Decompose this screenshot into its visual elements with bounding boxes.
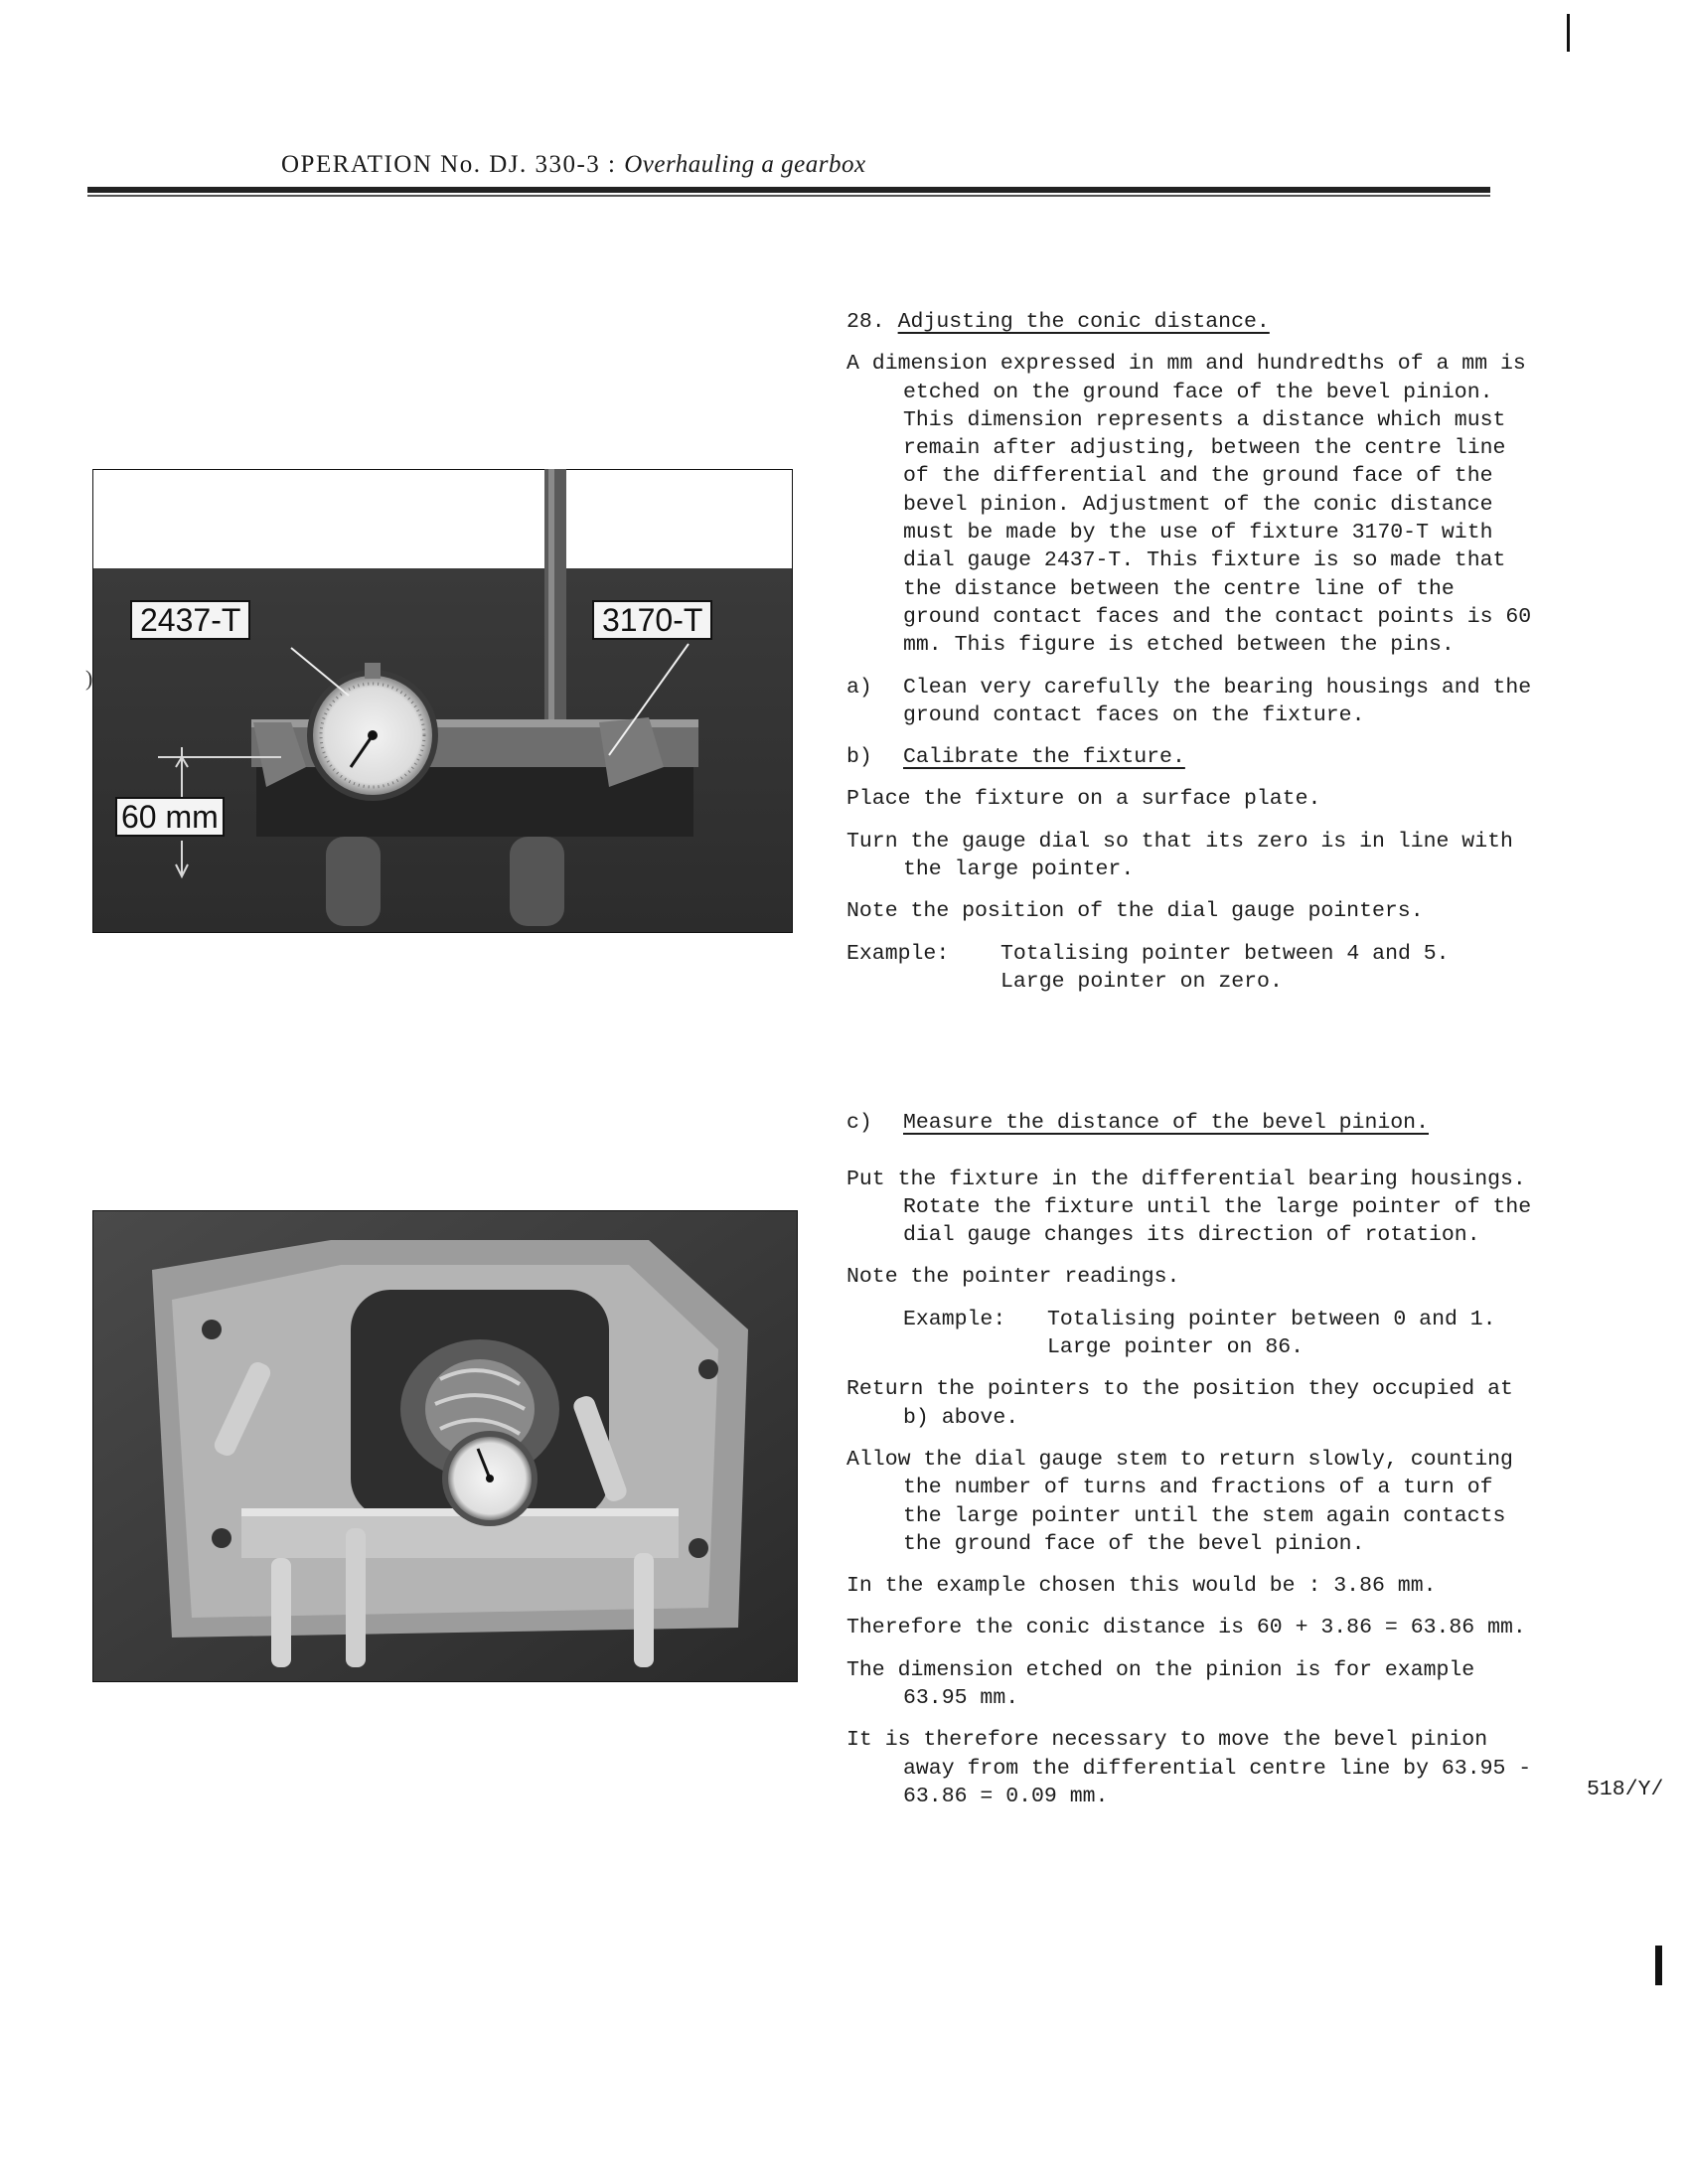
- example-1: [846, 940, 1542, 997]
- example-1-line-2: Large pointer on zero.: [1000, 969, 1283, 994]
- spacer: [846, 1010, 1542, 1109]
- turn-paragraph: Turn the gauge dial so that its zero is in line with the large pointer.: [846, 829, 1513, 882]
- step-b-text: Calibrate the fixture.: [903, 745, 1185, 770]
- place-paragraph: Place the fixture on a surface plate.: [846, 787, 1321, 812]
- step-c: [846, 1109, 1542, 1137]
- fixture-photo: [92, 469, 793, 933]
- example-1-key: Example:: [846, 941, 950, 966]
- header-rule: [87, 187, 1490, 193]
- step-c-label: c): [846, 1111, 872, 1136]
- section-heading: [846, 308, 1542, 336]
- gearbox-photo: [92, 1210, 798, 1682]
- margin-mark-bottom: [1655, 1946, 1662, 1985]
- intro-paragraph: A dimension expressed in mm and hundredths of a mm is etched on the ground face of the bevel pinion. This dimension represents a distance which must remain after adjusting, between the centre line of the differential and the ground face of the bevel pinion. Adjustment of the conic distance must be made by the use of fixture 3170-T with dial gauge 2437-T. This fixture is so made that the distance between the centre line of the ground contact faces and the contact points is 60 mm. This figure is etched between the pins.: [846, 352, 1532, 658]
- example-2: [846, 1306, 1542, 1362]
- instructions-text: [846, 308, 1542, 1824]
- operation-title: Overhauling a gearbox: [624, 151, 866, 178]
- callout-fixture: 3170-T: [592, 600, 712, 640]
- note-paragraph-1: Note the position of the dial gauge pointers.: [846, 899, 1424, 924]
- return-paragraph: Return the pointers to the position they occupied at b) above.: [846, 1377, 1513, 1430]
- step-b: [846, 743, 1542, 771]
- operation-number: OPERATION No. DJ. 330-3 :: [281, 151, 617, 178]
- step-b-label: b): [846, 745, 872, 770]
- example-2-key: Example:: [903, 1307, 1006, 1331]
- page-header: [281, 151, 866, 179]
- step-a: [846, 674, 1542, 730]
- example-2-line-1: Totalising pointer between 0 and 1.: [1047, 1307, 1496, 1331]
- section-number: 28.: [846, 310, 885, 334]
- example-2-line-2: Large pointer on 86.: [1047, 1335, 1305, 1360]
- step-a-label: a): [846, 675, 872, 700]
- gearbox-photo-image: [92, 1210, 798, 1682]
- page-reference: 518/Y/: [1587, 1778, 1664, 1801]
- therefore-paragraph: Therefore the conic distance is 60 + 3.86 = 63.86 mm.: [846, 1616, 1526, 1640]
- note-paragraph-2: Note the pointer readings.: [846, 1265, 1180, 1290]
- callout-distance: 60 mm: [115, 797, 225, 837]
- step-a-text: Clean very carefully the bearing housings and the ground contact faces on the fixture.: [903, 675, 1532, 727]
- margin-bracket: ): [85, 666, 93, 691]
- callout-dial-gauge: 2437-T: [130, 600, 250, 640]
- example-1-line-1: Totalising pointer between 4 and 5.: [1000, 941, 1450, 966]
- section-title: Adjusting the conic distance.: [897, 310, 1270, 334]
- in-example-paragraph: In the example chosen this would be : 3.86 mm.: [846, 1574, 1437, 1599]
- margin-mark-top: [1567, 14, 1570, 52]
- necessary-paragraph: It is therefore necessary to move the bevel pinion away from the differential centre line by 63.95 - 63.86 = 0.09 mm.: [846, 1728, 1532, 1808]
- etched-paragraph: The dimension etched on the pinion is for example 63.95 mm.: [846, 1657, 1475, 1710]
- put-paragraph: Put the fixture in the differential bearing housings. Rotate the fixture until the large pointer of the dial gauge changes its direction of rotation.: [846, 1167, 1532, 1248]
- allow-paragraph: Allow the dial gauge stem to return slowly, counting the number of turns and fractions of a turn of the large pointer until the stem again contacts the ground face of the bevel pinion.: [846, 1447, 1513, 1556]
- fixture-photo-image: [92, 469, 793, 933]
- step-c-text: Measure the distance of the bevel pinion.: [903, 1111, 1429, 1136]
- header-rule-thin: [87, 195, 1490, 197]
